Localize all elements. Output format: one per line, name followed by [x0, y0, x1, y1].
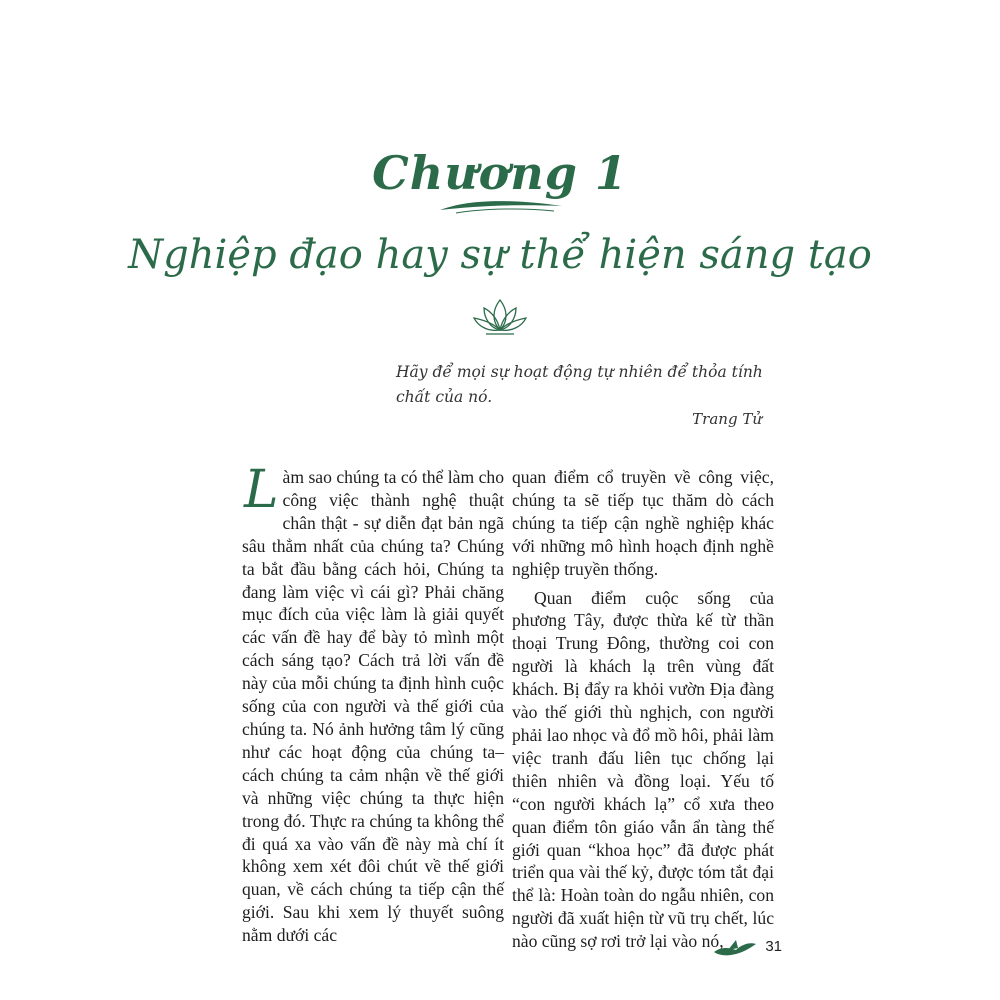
chapter-title: Nghiệp đạo hay sự thể hiện sáng tạo: [128, 232, 872, 278]
page-number: 31: [765, 938, 782, 955]
paragraph: [242, 460, 504, 947]
paragraph: quan điểm cổ truyền về công việc, chúng ta sẽ tiếp tục thăm dò cách chúng ta tiếp cận nghề nghiệp khác với những mô hình hoạch định nghề nghiệp truyền thống.: [512, 467, 774, 579]
chapter-label: Chương 1: [372, 146, 628, 200]
paragraph-text: àm sao chúng ta có thể làm cho công việc thành nghệ thuật chân thật - sự diễn đạt bản ngã sâu thẳm nhất của chúng ta? Chúng ta bắt đầu bằng cách hỏi, Chúng ta đang làm việc vì cái gì? Phải chăng mục đích của việc làm là giải quyết các vấn đề hay để bày tỏ mình một cách sáng tạo? Cách trả lời vấn đề này của mỗi chúng ta định hình cuộc sống của con người và thế giới của chúng ta. Nó ảnh hưởng tâm lý cũng như các hoạt động của chúng ta–cách chúng ta cảm nhận về thế giới và những việc chúng ta thực hiện trong đó. Thực ra chúng ta không thể đi quá xa vào vấn đề này mà chí ít không xem xét đôi chút về thế giới quan, về cách chúng ta tiếp cận thế giới. Sau khi xem lý thuyết suông nằm dưới các: [242, 467, 504, 946]
body-column-left: [242, 460, 504, 947]
epigraph-author: Trang Tử: [692, 410, 762, 428]
flourish-icon: [436, 196, 566, 218]
epigraph-quote: Hãy để mọi sự hoạt động tự nhiên để thỏa tính chất của nó.: [396, 363, 763, 406]
paragraph: Quan điểm cuộc sống của phương Tây, được thừa kế từ thần thoại Trung Đông, thường coi con người là khách lạ trên vùng đất khách. Bị đẩy ra khỏi vườn Địa đàng vào thế giới thù nghịch, con người phải lao nhọc và đổ mồ hôi, phải làm việc tranh đấu liên tục chống lại thiên nhiên và đồng loại. Yếu tố “con người khách lạ” cổ xưa theo quan điểm tôn giáo vẫn ẩn tàng thế giới quan “khoa học” đã được phát triển qua vài thế kỷ, được tóm tắt đại thể là: Hoàn toàn do ngẫu nhiên, con người đã xuất hiện từ vũ trụ chết, lúc nào cũng sợ rơi trở lại vào nó,: [512, 587, 774, 952]
drop-cap: L: [244, 460, 279, 520]
bird-flourish-icon: [712, 936, 758, 958]
body-column-right: [512, 466, 774, 953]
lotus-icon: [472, 294, 528, 336]
page-footer: [712, 934, 782, 960]
